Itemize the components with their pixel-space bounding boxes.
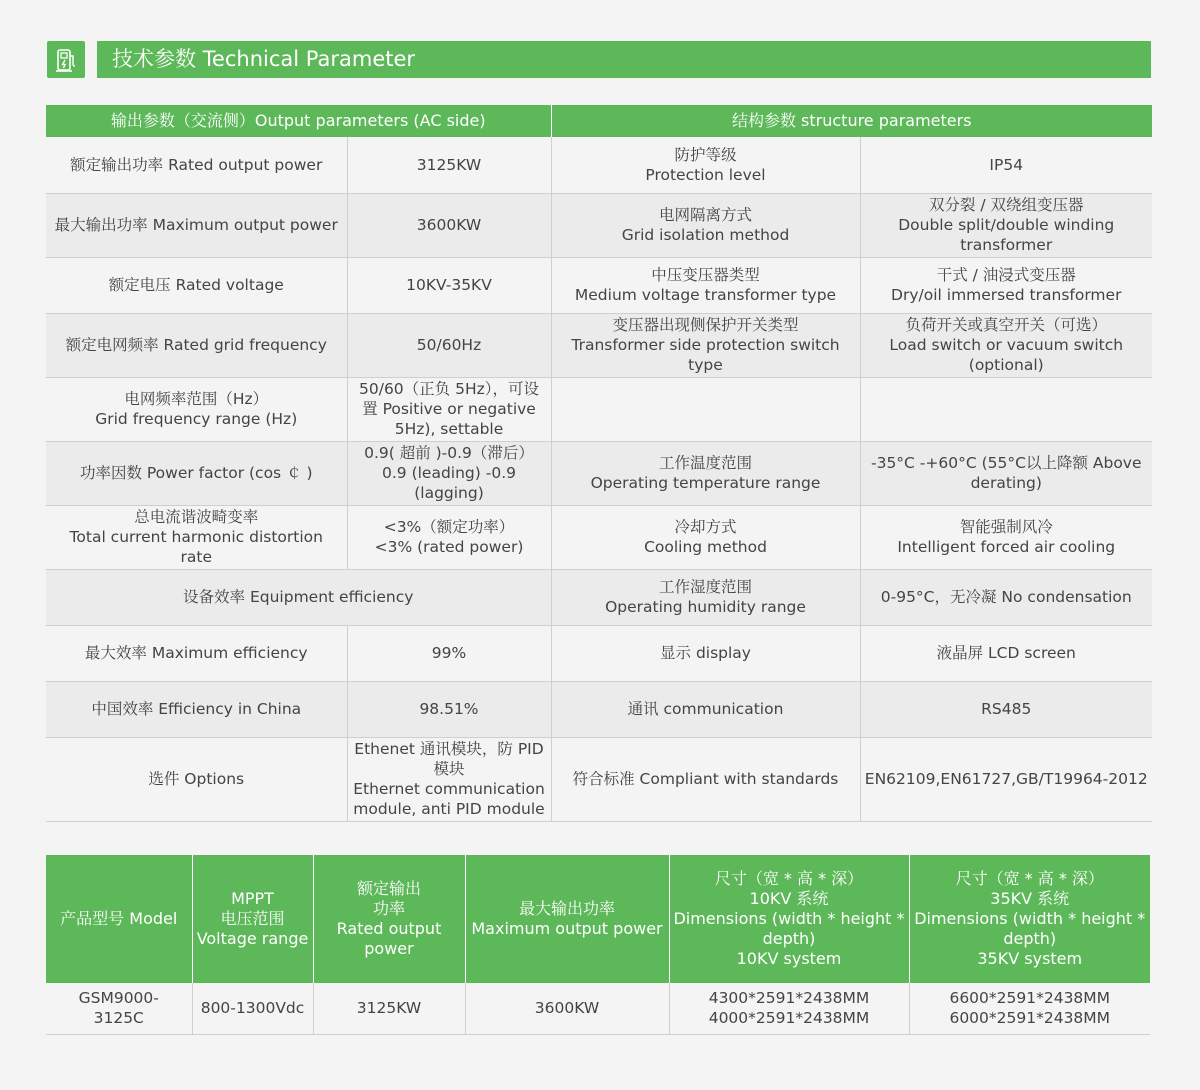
- cell-text-line: 额定电网频率 Rated grid frequency: [65, 336, 327, 354]
- table-row: [46, 313, 1152, 377]
- cell-text-line: 3125KW: [416, 155, 482, 174]
- param-label: [46, 193, 347, 257]
- table-cell: [192, 983, 313, 1034]
- table-row: [46, 681, 1152, 737]
- param-value: [347, 193, 551, 257]
- cell-text-line: Transformer side protection switch: [571, 336, 840, 354]
- param-value: [347, 377, 551, 441]
- cell-text-line: Dimensions (width * height *: [673, 909, 905, 928]
- column-header: [313, 855, 465, 983]
- cell-text-line: 液晶屏 LCD screen: [936, 644, 1076, 662]
- cell-text-line: 电压范围: [220, 909, 285, 928]
- param-value: [347, 505, 551, 569]
- cell-text-line: Operating humidity range: [605, 598, 806, 616]
- cell-text-line: power: [364, 939, 414, 958]
- table-row: [46, 983, 1150, 1034]
- cell-text-line: <3% (rated power): [374, 538, 524, 556]
- table-row: [46, 441, 1152, 505]
- param-label: [46, 681, 347, 737]
- struct-label: [551, 137, 860, 193]
- cell-text-line: 99%: [431, 644, 467, 662]
- cell-text-line: 4300*2591*2438MM: [708, 989, 870, 1008]
- cell-text-line: <3%（额定功率）: [383, 518, 515, 536]
- cell-text-line: Dimensions (width * height *: [914, 909, 1146, 928]
- table-row: [46, 569, 1152, 625]
- cell-text-line: 尺寸（宽 * 高 * 深）: [955, 869, 1104, 888]
- section-header: [47, 41, 1151, 78]
- cell-text-line: 电网隔离方式: [658, 206, 752, 224]
- param-label: [46, 313, 347, 377]
- cell-text-line: module, anti PID module: [353, 800, 545, 818]
- cell-text-line: 设备效率 Equipment efficiency: [183, 588, 414, 606]
- cell-text-line: 3600KW: [534, 999, 600, 1018]
- cell-text-line: 负荷开关或真空开关（可选）: [905, 316, 1107, 334]
- struct-value: [860, 441, 1152, 505]
- cell-text-line: 额定输出功率 Rated output power: [70, 155, 323, 174]
- table-row: [46, 505, 1152, 569]
- cell-text-line: 5Hz), settable: [394, 420, 504, 438]
- column-header: [192, 855, 313, 983]
- cell-text-line: 800-1300Vdc: [200, 999, 305, 1018]
- parameter-table: [46, 105, 1152, 822]
- table-cell: [313, 983, 465, 1034]
- struct-label: [551, 441, 860, 505]
- cell-text-line: 冷却方式: [674, 518, 737, 536]
- param-label: [46, 137, 347, 193]
- cell-text-line: 工作温度范围: [658, 454, 752, 472]
- struct-value: [860, 137, 1152, 193]
- cell-text-line: 总电流谐波畸变率: [134, 508, 259, 526]
- param-label: [46, 377, 347, 441]
- cell-text-line: 35KV 系统: [990, 889, 1070, 908]
- cell-text-line: 50/60（正负 5Hz），可设: [359, 380, 539, 398]
- cell-text-line: rate: [180, 548, 212, 566]
- column-header: [669, 855, 909, 983]
- cell-text-line: 智能强制风冷: [959, 518, 1053, 536]
- cell-text-line: depth): [762, 929, 816, 948]
- cell-text-line: 3125KW: [356, 999, 422, 1018]
- column-header: [909, 855, 1150, 983]
- cell-text-line: Double split/double winding: [898, 216, 1115, 234]
- cell-text-line: 通讯 communication: [627, 700, 784, 718]
- column-header: [465, 855, 669, 983]
- cell-text-line: 0-95°C，无冷凝 No condensation: [880, 588, 1132, 606]
- table-cell: [465, 983, 669, 1034]
- cell-text-line: 双分裂 / 双绕组变压器: [928, 196, 1084, 214]
- cell-text-line: Medium voltage transformer type: [574, 286, 837, 304]
- param-label: [46, 441, 347, 505]
- cell-text-line: 选件 Options: [148, 770, 245, 788]
- cell-text-line: (lagging): [414, 484, 484, 502]
- table-cell: [909, 983, 1150, 1034]
- struct-value: [860, 193, 1152, 257]
- struct-label: [551, 737, 860, 821]
- cell-text-line: Maximum output power: [471, 919, 663, 938]
- cell-text-line: 额定输出: [356, 879, 421, 898]
- cell-text-line: 10KV 系统: [749, 889, 829, 908]
- struct-value: [860, 625, 1152, 681]
- cell-text-line: 4000*2591*2438MM: [708, 1009, 870, 1028]
- cell-text-line: 模块: [433, 760, 465, 778]
- cell-text-line: 中压变压器类型: [651, 266, 760, 284]
- struct-label: [551, 257, 860, 313]
- cell-text-line: RS485: [981, 700, 1032, 718]
- param-label: [46, 737, 347, 821]
- cell-text-line: Ethernet communication: [353, 780, 545, 798]
- param-value: [347, 681, 551, 737]
- cell-text-line: Grid frequency range (Hz): [95, 410, 298, 428]
- cell-text-line: Voltage range: [196, 929, 309, 948]
- param-value: [347, 257, 551, 313]
- cell-text-line: MPPT: [231, 889, 274, 908]
- cell-text-line: 显示 display: [660, 644, 751, 662]
- cell-text-line: derating): [970, 474, 1042, 492]
- cell-text-line: 3125C: [93, 1009, 144, 1028]
- cell-text-line: Protection level: [645, 165, 766, 184]
- table-row: [46, 737, 1152, 821]
- cell-text-line: type: [688, 356, 723, 374]
- struct-value: [860, 377, 1152, 441]
- cell-text-line: 额定电压 Rated voltage: [108, 276, 284, 294]
- param-value: [347, 441, 551, 505]
- section-label: [46, 569, 551, 625]
- cell-text-line: 98.51%: [419, 700, 479, 718]
- struct-value: [860, 257, 1152, 313]
- cell-text-line: 功率因数 Power factor (cos ￠ ): [79, 464, 313, 482]
- cell-text-line: 变压器出现侧保护开关类型: [612, 316, 799, 334]
- cell-text-line: (optional): [968, 356, 1044, 374]
- cell-text-line: IP54: [989, 155, 1024, 174]
- cell-text-line: 0.9 (leading) -0.9: [382, 464, 516, 482]
- struct-value: [860, 505, 1152, 569]
- struct-label: [551, 377, 860, 441]
- cell-text-line: 35KV system: [977, 949, 1083, 968]
- cell-text-line: GSM9000-: [78, 989, 159, 1008]
- charging-station-icon: [47, 41, 85, 78]
- param-value: [347, 313, 551, 377]
- cell-text-line: 防护等级: [674, 145, 737, 164]
- table-cell: [669, 983, 909, 1034]
- cell-text-line: Load switch or vacuum switch: [889, 336, 1124, 354]
- cell-text-line: 6600*2591*2438MM: [949, 989, 1111, 1008]
- struct-value: [860, 313, 1152, 377]
- table-row: [46, 137, 1152, 193]
- cell-text-line: 电网频率范围（Hz）: [124, 390, 269, 408]
- model-table: [46, 855, 1150, 1035]
- cell-text-line: depth): [1003, 929, 1057, 948]
- struct-label: [551, 193, 860, 257]
- cell-text-line: Ethenet 通讯模块，防 PID: [354, 740, 544, 758]
- cell-text-line: 功率: [372, 899, 405, 918]
- cell-text-line: 符合标准 Compliant with standards: [572, 770, 839, 788]
- struct-value: [860, 569, 1152, 625]
- cell-text-line: 干式 / 油浸式变压器: [936, 266, 1076, 284]
- struct-label: [551, 569, 860, 625]
- cell-text-line: Grid isolation method: [621, 226, 790, 244]
- cell-text-line: -35°C -+60°C (55°C以上降额 Above: [870, 454, 1142, 472]
- cell-text-line: Total current harmonic distortion: [69, 528, 323, 546]
- cell-text-line: EN62109,EN61727,GB/T19964-2012: [864, 770, 1148, 788]
- table-row: [46, 377, 1152, 441]
- param-value: [347, 137, 551, 193]
- table-row: [46, 625, 1152, 681]
- struct-value: [860, 681, 1152, 737]
- param-value: [347, 625, 551, 681]
- cell-text-line: 尺寸（宽 * 高 * 深）: [714, 869, 864, 888]
- cell-text-line: 最大输出功率 Maximum output power: [54, 216, 338, 234]
- struct-label: [551, 505, 860, 569]
- cell-text-line: Intelligent forced air cooling: [897, 538, 1116, 556]
- cell-text-line: Operating temperature range: [590, 474, 821, 492]
- param-label: [46, 625, 347, 681]
- struct-value: [860, 737, 1152, 821]
- cell-text-line: 50/60Hz: [416, 336, 482, 354]
- cell-text-line: transformer: [960, 236, 1053, 254]
- cell-text-line: 工作湿度范围: [658, 578, 752, 596]
- page-title: 技术参数 Technical Parameter: [112, 47, 416, 71]
- struct-label: [551, 625, 860, 681]
- cell-text-line: 0.9( 超前 )-0.9（滞后）: [364, 444, 534, 462]
- cell-text-line: 产品型号 Model: [60, 909, 178, 928]
- structure-params-header: 结构参数 structure parameters: [551, 105, 1152, 137]
- table-cell: [46, 983, 192, 1034]
- cell-text-line: 最大输出功率: [518, 899, 615, 918]
- cell-text-line: 置 Positive or negative: [362, 400, 536, 418]
- cell-text-line: 3600KW: [416, 216, 482, 234]
- cell-text-line: 10KV system: [736, 949, 842, 968]
- header-bar: [97, 41, 1151, 78]
- cell-text-line: 10KV-35KV: [406, 276, 492, 294]
- table-row: [46, 193, 1152, 257]
- column-header: [46, 855, 192, 983]
- param-label: [46, 257, 347, 313]
- struct-label: [551, 681, 860, 737]
- param-label: [46, 505, 347, 569]
- cell-text-line: Rated output: [336, 919, 442, 938]
- cell-text-line: 6000*2591*2438MM: [949, 1009, 1111, 1028]
- cell-text-line: Cooling method: [644, 538, 767, 556]
- output-params-header: 输出参数（交流侧）Output parameters (AC side): [46, 105, 551, 137]
- param-value: [347, 737, 551, 821]
- cell-text-line: 中国效率 Efficiency in China: [91, 700, 302, 718]
- table-row: [46, 257, 1152, 313]
- struct-label: [551, 313, 860, 377]
- cell-text-line: 最大效率 Maximum efficiency: [84, 644, 308, 662]
- cell-text-line: Dry/oil immersed transformer: [891, 286, 1122, 304]
